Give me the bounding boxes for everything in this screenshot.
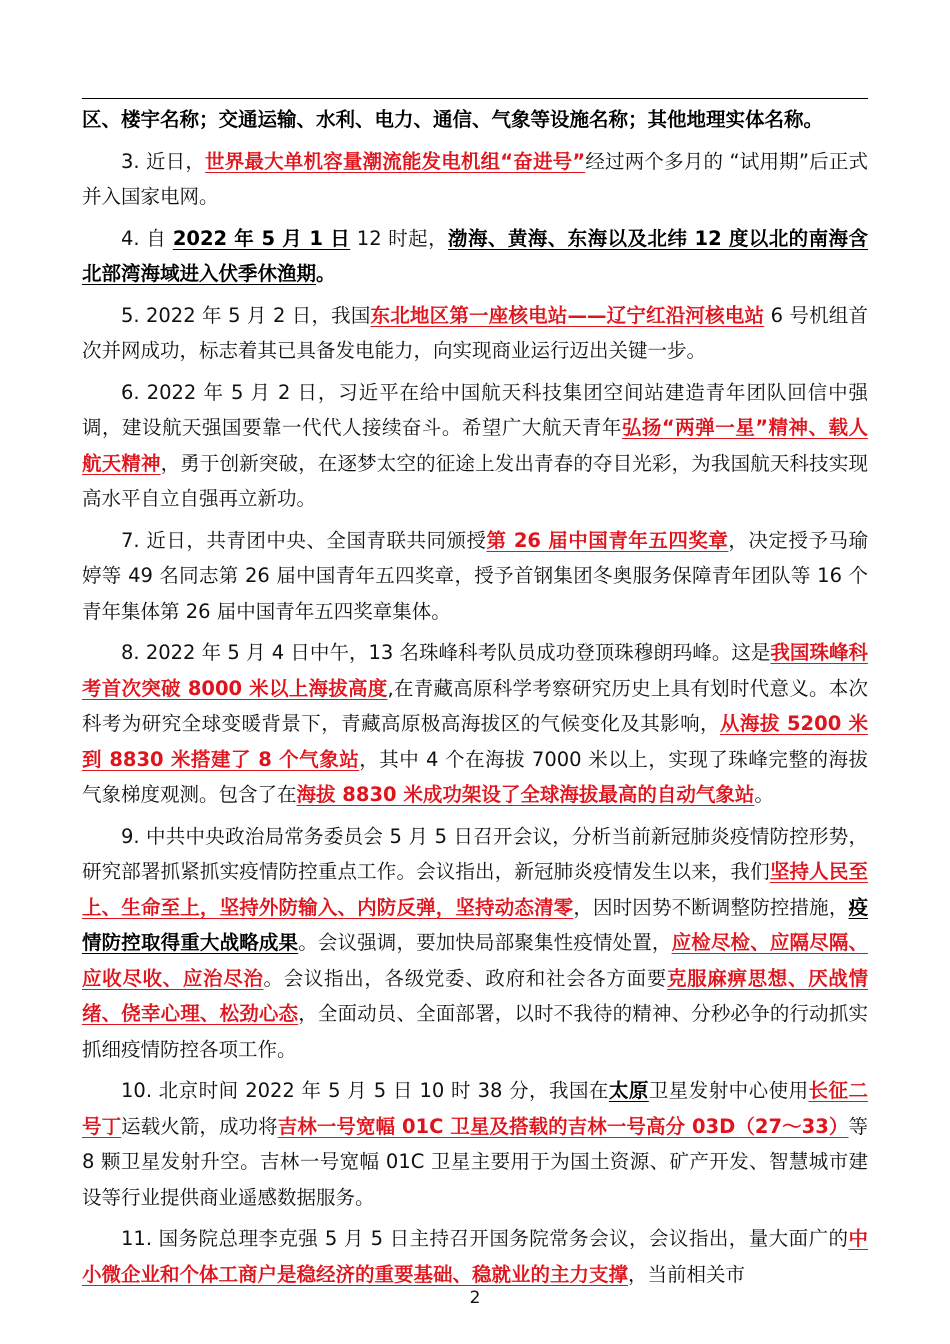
text: 卫星发射中心使用 — [648, 1079, 809, 1102]
highlight-text: 长征二号丁 — [82, 1079, 868, 1138]
text: 。会议指出，各级党委、政府和社会各方面要 — [263, 966, 667, 990]
bold-underline-text: 太原 — [608, 1079, 649, 1102]
bold-underline-text: 疫情防控取得重大战略成果 — [82, 895, 868, 954]
text: 5. 2022 年 5 月 2 日，我国 — [121, 303, 371, 327]
text: 12 时起， — [350, 226, 449, 250]
text: 。 — [316, 262, 336, 285]
highlight-text: 克服麻痹思想、厌战情绪、侥幸心理、松劲心态 — [82, 966, 868, 1025]
text: ，勇于创新突破，在逐梦太空的征途上发出青春的夺目光彩，为我国航天科技实现高水平自立自强再立新功。 — [82, 451, 868, 510]
paragraph-6 — [82, 375, 868, 517]
text: ，全面动员、全面部署，以时不我待的精神、分秒必争的行动抓实抓细疫情防控各项工作。 — [82, 1002, 868, 1061]
text: 3. 近日， — [121, 149, 206, 173]
highlight-text: 第 26 届中国青年五四奖章 — [486, 528, 729, 552]
text: 6 号机组首次并网成功，标志着其已具备发电能力，向实现商业运行迈出关键一步。 — [82, 303, 868, 362]
text: ，因时因势不断调整防控措施， — [573, 895, 849, 919]
text: 11. 国务院总理李克强 5 月 5 日主持召开国务院常务会议，会议指出，量大面广的 — [121, 1227, 849, 1250]
highlight-text: 应检尽检、应隔尽隔、应收尽收、应治尽治 — [82, 931, 868, 990]
highlight-text: 我国珠峰科考首次突破 8000 米以上海拔高度 — [82, 641, 868, 700]
highlight-text: 中小微企业和个体工商户是稳经济的重要基础、稳就业的主力支撑 — [82, 1227, 868, 1286]
paragraph-9 — [82, 819, 868, 1068]
text: ，当前相关市 — [628, 1262, 746, 1286]
highlight-text: 坚持人民至上、生命至上，坚持外防输入、内防反弹，坚持动态清零 — [82, 860, 868, 919]
text: 。会议强调，要加快局部聚集性疫情处置， — [298, 931, 672, 954]
bold-underline-text: 渤海、黄海、东海以及北纬 12 度以北的南海含北部湾海域进入伏季休渔期 — [82, 226, 868, 285]
paragraph-11 — [82, 1221, 868, 1292]
text: 运载火箭，成功将 — [121, 1114, 278, 1138]
page-number: 2 — [469, 1288, 481, 1308]
highlight-text: 从海拔 5200 米到 8830 米搭建了 8 个气象站 — [82, 712, 868, 771]
header-rule — [82, 98, 868, 99]
text: 等 8 颗卫星发射升空。吉林一号宽幅 01C 卫星主要用于为国土资源、矿产开发、智慧城市建设等行业提供商业遥感数据服务。 — [82, 1114, 868, 1209]
text: 10. 北京时间 2022 年 5 月 5 日 10 时 38 分，我国在 — [121, 1079, 609, 1102]
text: 7. 近日，共青团中央、全国青联共同颁授 — [121, 528, 487, 552]
text: ，决定授予马瑜婷等 49 名同志第 26 届中国青年五四奖章，授予首钢集团冬奥服务保障青年团队等 16 个青年集体第 26 届中国青年五四奖章集体。 — [82, 528, 868, 623]
text: 4. 自 — [121, 226, 173, 250]
highlight-text: 吉林一号宽幅 01C 卫星及搭载的吉林一号高分 03D（27～33） — [277, 1114, 849, 1138]
text: 。 — [754, 783, 774, 806]
paragraph-4 — [82, 221, 868, 292]
text: ，其中 4 个在海拔 7000 米以上，实现了珠峰完整的海拔气象梯度观测。包含了在 — [82, 747, 868, 806]
paragraph-8 — [82, 635, 868, 813]
bold-underline-text: 2022 年 5 月 1 日 — [172, 226, 351, 250]
text: 6. 2022 年 5 月 2 日，习近平在给中国航天科技集团空间站建造青年团队回信中强调，建设航天强国要靠一代代人接续奋斗。希望广大航天青年 — [82, 380, 868, 439]
text: 8. 2022 年 5 月 4 日中午，13 名珠峰科考队员成功登顶珠穆朗玛峰。这是 — [121, 641, 771, 664]
highlight-text: 弘扬“两弹一星”精神、载人航天精神 — [82, 416, 868, 475]
paragraph-3 — [82, 144, 868, 215]
paragraph-2-continued — [82, 102, 868, 138]
paragraph-5 — [82, 298, 868, 369]
text: 经过两个多月的 “试用期”后正式并入国家电网。 — [82, 149, 869, 208]
paragraph-10 — [82, 1073, 868, 1215]
highlight-text: 东北地区第一座核电站——辽宁红沿河核电站 — [370, 303, 765, 327]
document-body — [82, 102, 868, 1298]
bold-text: 区、楼宇名称；交通运输、水利、电力、通信、气象等设施名称；其他地理实体名称。 — [82, 108, 824, 131]
paragraph-7 — [82, 523, 868, 630]
text: ,在青藏高原科学考察研究历史上具有划时代意义。本次科考为研究全球变暖背景下，青藏高原极高海拔区的气候变化及其影响， — [82, 676, 868, 735]
highlight-text: 海拔 8830 米成功架设了全球海拔最高的自动气象站 — [296, 783, 755, 806]
highlight-text: 世界最大单机容量潮流能发电机组“奋进号” — [205, 149, 586, 173]
text: 9. 中共中央政治局常务委员会 5 月 5 日召开会议，分析当前新冠肺炎疫情防控形势，研究部署抓紧抓实疫情防控重点工作。会议指出，新冠肺炎疫情发生以来，我们 — [82, 824, 868, 883]
